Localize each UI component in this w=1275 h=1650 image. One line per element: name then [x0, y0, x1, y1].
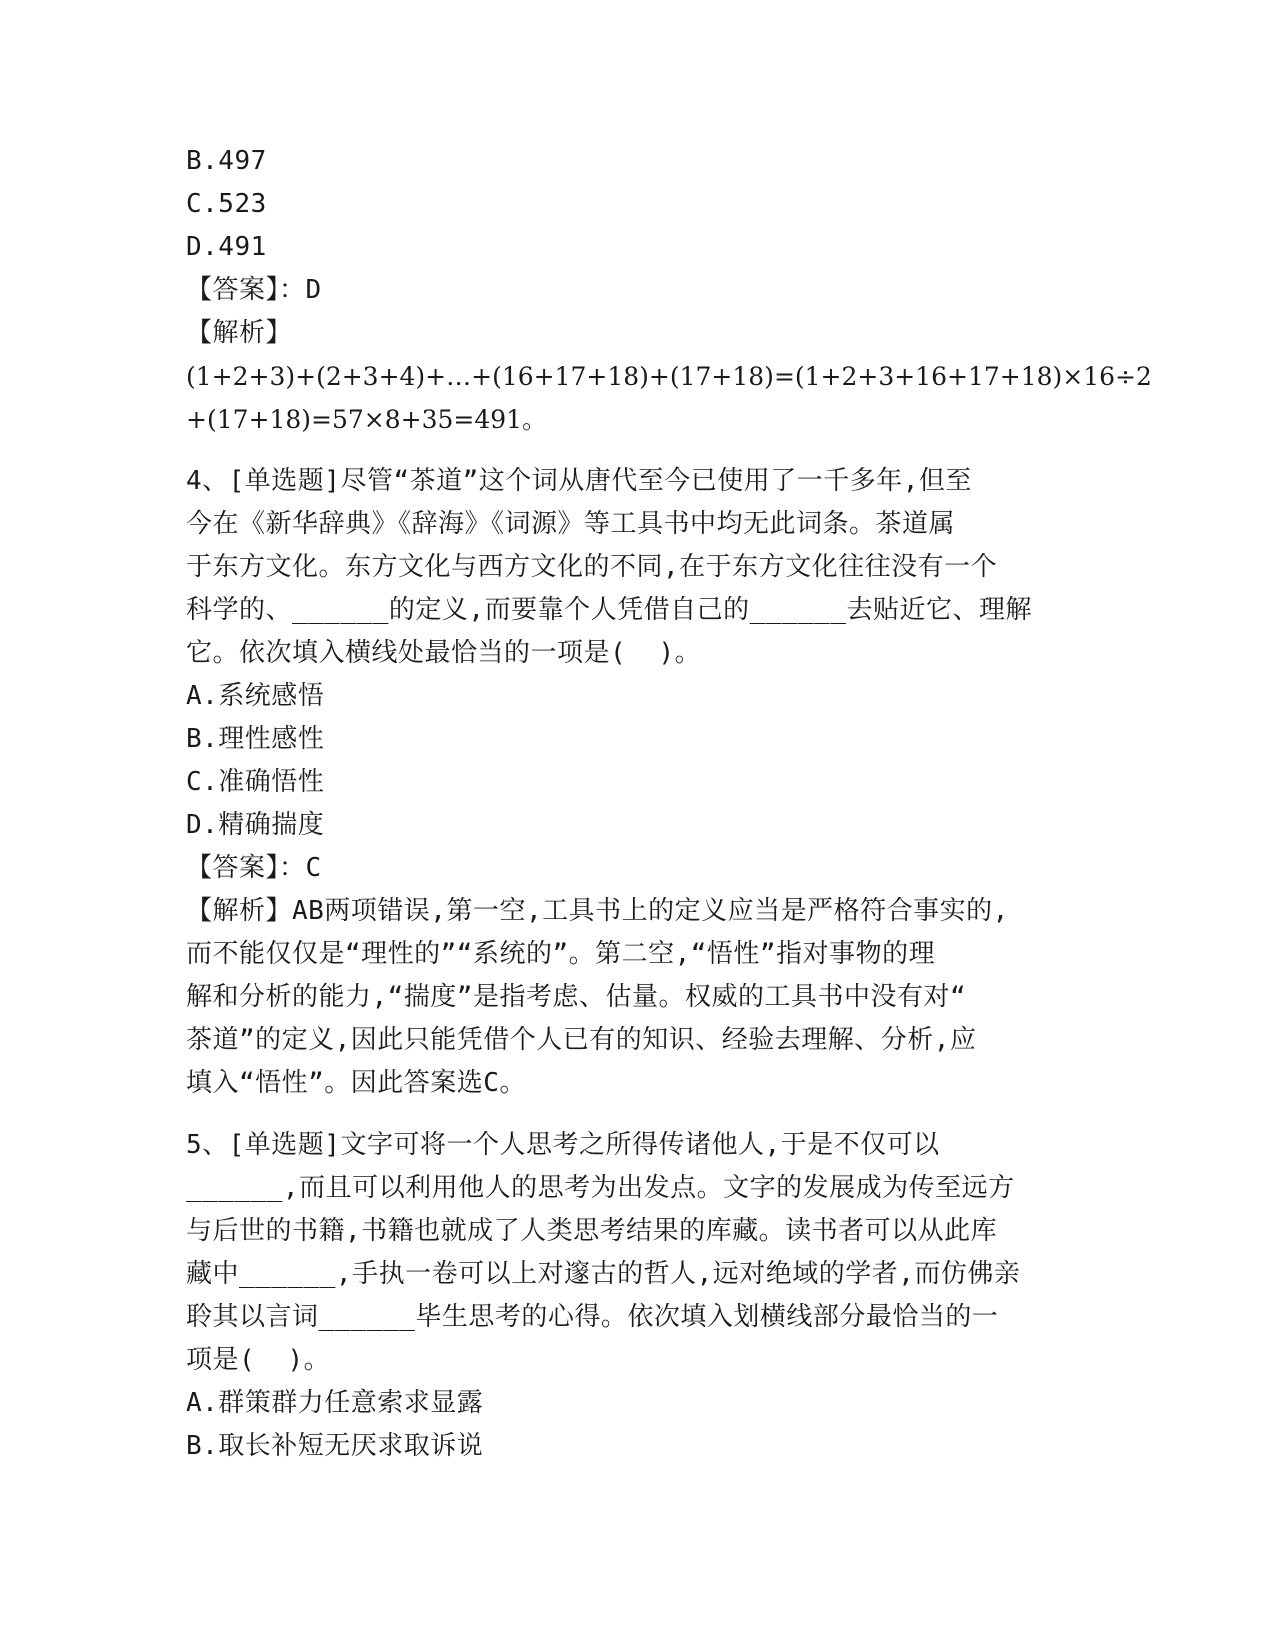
prev-question — [186, 140, 1152, 441]
question-stem-line: 科学的、______的定义,而要靠个人凭借自己的______去贴近它、理解 — [186, 595, 1032, 625]
analysis-line: 而不能仅仅是“理性的”“系统的”。第二空,“悟性”指对事物的理 — [186, 939, 936, 969]
option-d: D.491 — [186, 232, 267, 262]
question-stem-line: 今在《新华辞典》《辞海》《词源》等工具书中均无此词条。茶道属 — [186, 509, 956, 539]
analysis-line: +(17+18)=57×8+35=491。 — [186, 405, 548, 434]
content-column — [186, 140, 1152, 1468]
question-stem-line: 与后世的书籍,书籍也就成了人类思考结果的库藏。读书者可以从此库 — [186, 1216, 998, 1246]
option-b: B.取长补短无厌求取诉说 — [186, 1431, 484, 1461]
question-stem-line: 于东方文化。东方文化与西方文化的不同,在于东方文化往往没有一个 — [186, 552, 998, 582]
option-c: C.准确悟性 — [186, 767, 325, 797]
option-b: B.497 — [186, 146, 267, 176]
question-stem-line: 聆其以言词______毕生思考的心得。依次填入划横线部分最恰当的一 — [186, 1302, 999, 1332]
answer: 【答案】：C — [186, 853, 322, 883]
question-stem-line: 它。依次填入横线处最恰当的一项是( )。 — [186, 638, 702, 668]
analysis-line: 解和分析的能力,“揣度”是指考虑、估量。权威的工具书中没有对“ — [186, 982, 967, 1012]
option-d: D.精确揣度 — [186, 810, 325, 840]
question-4 — [186, 460, 1086, 1105]
option-a: A.群策群力任意索求显露 — [186, 1388, 484, 1418]
question-stem-line: ______,而且可以利用他人的思考为出发点。文字的发展成为传至远方 — [186, 1173, 1015, 1203]
question-stem-line: 项是( )。 — [186, 1345, 331, 1375]
analysis-line: 【解析】AB两项错误,第一空,工具书上的定义应当是严格符合事实的, — [186, 896, 1009, 926]
analysis-line: 填入“悟性”。因此答案选C。 — [186, 1068, 526, 1098]
question-stem-line: 5、[单选题]文字可将一个人思考之所得传诸他人,于是不仅可以 — [186, 1130, 940, 1160]
analysis-line: 茶道”的定义,因此只能凭借个人已有的知识、经验去理解、分析,应 — [186, 1025, 977, 1055]
question-5 — [186, 1124, 1086, 1468]
question-stem-line: 4、[单选题]尽管“茶道”这个词从唐代至今已使用了一千多年,但至 — [186, 466, 972, 496]
analysis-line: (1+2+3)+(2+3+4)+…+(16+17+18)+(17+18)=(1+2+3+16+17+18)×16÷2 — [186, 362, 1152, 391]
option-b: B.理性感性 — [186, 724, 325, 754]
answer: 【答案】：D — [186, 275, 322, 305]
option-a: A.系统感悟 — [186, 681, 325, 711]
analysis-title: 【解析】 — [186, 318, 293, 348]
question-stem-line: 藏中______,手执一卷可以上对邃古的哲人,远对绝域的学者,而仿佛亲 — [186, 1259, 1021, 1289]
option-c: C.523 — [186, 189, 267, 219]
